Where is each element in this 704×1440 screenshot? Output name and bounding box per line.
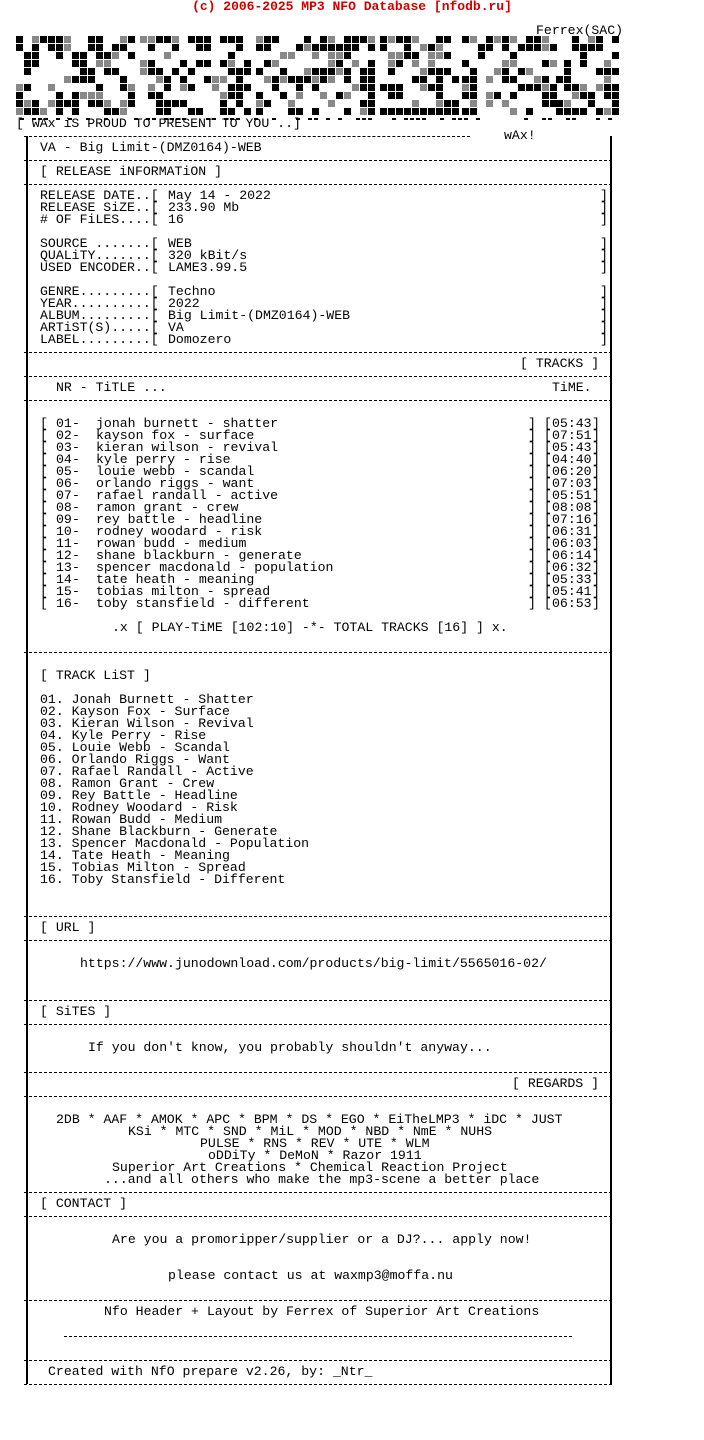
- tracklist-item: 13. Spencer Macdonald - Population: [40, 836, 310, 851]
- tracklist-item: 01. Jonah Burnett - Shatter: [40, 692, 254, 707]
- dash: -: [72, 440, 80, 455]
- release-field-label: QUALiTY.......[: [40, 248, 159, 263]
- track-nr: 08: [56, 500, 72, 515]
- track-title: kayson fox - surface: [96, 428, 255, 443]
- track-nr: 16: [56, 596, 72, 611]
- track-time: 06:20: [552, 464, 592, 479]
- track-title: kieran wilson - revival: [96, 440, 279, 455]
- track-nr: 05: [56, 464, 72, 479]
- track-title: ramon grant - crew: [96, 500, 239, 515]
- bracket: ]: [600, 188, 608, 203]
- release-field-value: Techno: [168, 284, 216, 299]
- border-line: [24, 1192, 612, 1193]
- bracket: ]: [592, 500, 600, 515]
- release-field-label: RELEASE DATE..[: [40, 188, 159, 203]
- bracket: [: [40, 452, 48, 467]
- track-nr: 15: [56, 584, 72, 599]
- release-field-value: 2022: [168, 296, 200, 311]
- tracklist-item: 15. Tobias Milton - Spread: [40, 860, 246, 875]
- bracket: ]: [600, 200, 608, 215]
- track-time: 05:51: [552, 488, 592, 503]
- border-line: [24, 1096, 612, 1097]
- bracket: [: [40, 476, 48, 491]
- bracket: ]: [592, 512, 600, 527]
- bracket: [: [40, 524, 48, 539]
- bracket: ]: [600, 332, 608, 347]
- bracket: ]: [592, 464, 600, 479]
- dash: -: [72, 584, 80, 599]
- logo-pixel-art: [16, 36, 619, 120]
- bracket: ] [: [528, 536, 552, 551]
- release-field-value: WEB: [168, 236, 192, 251]
- dash: -: [72, 488, 80, 503]
- dash: -: [72, 452, 80, 467]
- track-nr: 04: [56, 452, 72, 467]
- bracket: ] [: [528, 512, 552, 527]
- tracklist-item: 04. Kyle Perry - Rise: [40, 728, 207, 743]
- border-line: [24, 652, 612, 653]
- tracklist-item: 06. Orlando Riggs - Want: [40, 752, 230, 767]
- release-field-label: GENRE.........[: [40, 284, 159, 299]
- border-vertical: [610, 136, 612, 1384]
- release-field-label: ARTiST(S).....[: [40, 320, 159, 335]
- bracket: ] [: [528, 584, 552, 599]
- dash: -: [72, 536, 80, 551]
- tracklist-item: 14. Tate Heath - Meaning: [40, 848, 230, 863]
- bracket: ]: [600, 296, 608, 311]
- track-title: louie webb - scandal: [96, 464, 255, 479]
- track-title: orlando riggs - want: [96, 476, 255, 491]
- section-contact: [ CONTACT ]: [40, 1196, 128, 1211]
- border-line: [24, 376, 612, 377]
- track-time: 06:31: [552, 524, 592, 539]
- track-time: 07:51: [552, 428, 592, 443]
- regards-line: ...and all others who make the mp3-scene a better place: [104, 1172, 540, 1187]
- bracket: ]: [600, 284, 608, 299]
- release-field-label: ALBUM.........[: [40, 308, 159, 323]
- track-title: rafael randall - active: [96, 488, 279, 503]
- track-time: 07:03: [552, 476, 592, 491]
- border-line: [24, 1072, 612, 1073]
- border-line: [24, 184, 612, 185]
- border-line: [24, 400, 612, 401]
- bracket: ]: [592, 476, 600, 491]
- present-line: [ wAx iS PROUD TO PRESENT TO YOU ..]: [16, 116, 301, 131]
- bracket: [: [40, 500, 48, 515]
- track-nr: 10: [56, 524, 72, 539]
- bracket: [: [40, 560, 48, 575]
- bracket: ]: [592, 572, 600, 587]
- bracket: ] [: [528, 572, 552, 587]
- logo-artist-signature: Ferrex(SAC): [536, 23, 624, 38]
- bracket: ] [: [528, 596, 552, 611]
- border-line: [24, 1360, 612, 1361]
- tracklist-item: 02. Kayson Fox - Surface: [40, 704, 230, 719]
- bracket: [: [40, 428, 48, 443]
- bracket: ]: [592, 584, 600, 599]
- col-nr-title: NR - TiTLE ...: [56, 380, 167, 395]
- regards-line: PULSE * RNS * REV * UTE * WLM: [200, 1136, 430, 1151]
- track-title: tobias milton - spread: [96, 584, 271, 599]
- bracket: [: [40, 548, 48, 563]
- dash: -: [72, 416, 80, 431]
- release-field-label: USED ENCODER..[: [40, 260, 159, 275]
- bracket: ]: [592, 548, 600, 563]
- track-nr: 07: [56, 488, 72, 503]
- track-time: 05:33: [552, 572, 592, 587]
- bracket: [: [40, 488, 48, 503]
- bracket: ]: [592, 452, 600, 467]
- release-field-value: Big Limit-(DMZ0164)-WEB: [168, 308, 351, 323]
- bracket: [: [40, 572, 48, 587]
- tracklist-item: 09. Rey Battle - Headline: [40, 788, 238, 803]
- bracket: [: [40, 536, 48, 551]
- dash: -: [72, 512, 80, 527]
- bracket: ] [: [528, 476, 552, 491]
- bracket: ]: [592, 416, 600, 431]
- footer-created: Created with NfO prepare v2.26, by: _Ntr_: [48, 1364, 373, 1379]
- dash: -: [72, 476, 80, 491]
- dash: -: [72, 560, 80, 575]
- border-line: [64, 1336, 572, 1337]
- bracket: ]: [600, 260, 608, 275]
- track-title: rey battle - headline: [96, 512, 263, 527]
- tracklist-item: 10. Rodney Woodard - Risk: [40, 800, 238, 815]
- bracket: ] [: [528, 500, 552, 515]
- bracket: ] [: [528, 560, 552, 575]
- release-field-label: YEAR..........[: [40, 296, 159, 311]
- release-title: VA - Big Limit-(DMZ0164)-WEB: [40, 140, 262, 155]
- bracket: ]: [592, 536, 600, 551]
- bracket: ] [: [528, 548, 552, 563]
- bracket: ]: [592, 428, 600, 443]
- release-field-label: # OF FiLES....[: [40, 212, 159, 227]
- track-title: spencer macdonald - population: [96, 560, 334, 575]
- bracket: ]: [592, 596, 600, 611]
- track-time: 04:40: [552, 452, 592, 467]
- track-title: shane blackburn - generate: [96, 548, 302, 563]
- bracket: ] [: [528, 452, 552, 467]
- track-time: 06:14: [552, 548, 592, 563]
- tracklist-item: 07. Rafael Randall - Active: [40, 764, 254, 779]
- track-time: 07:16: [552, 512, 592, 527]
- section-url: [ URL ]: [40, 920, 96, 935]
- track-time: 06:32: [552, 560, 592, 575]
- section-regards: [ REGARDS ]: [512, 1076, 600, 1091]
- track-title: kyle perry - rise: [96, 452, 231, 467]
- border-line: [24, 1024, 612, 1025]
- track-time: 05:43: [552, 416, 592, 431]
- track-nr: 09: [56, 512, 72, 527]
- bracket: ]: [592, 524, 600, 539]
- section-tracks: [ TRACKS ]: [520, 356, 600, 371]
- border-line: [24, 352, 612, 353]
- tracks-summary: .x [ PLAY-TiME [102:10] -*- TOTAL TRACKS [16] ] x.: [112, 620, 508, 635]
- border-line: [24, 1300, 612, 1301]
- bracket: ]: [592, 440, 600, 455]
- dash: -: [72, 464, 80, 479]
- section-sites: [ SiTES ]: [40, 1004, 112, 1019]
- dash: -: [72, 596, 80, 611]
- track-nr: 03: [56, 440, 72, 455]
- track-nr: 11: [56, 536, 72, 551]
- bracket: ] [: [528, 464, 552, 479]
- bracket: [: [40, 440, 48, 455]
- contact-line-1: Are you a promoripper/supplier or a DJ?... apply now!: [112, 1232, 532, 1247]
- track-time: 08:08: [552, 500, 592, 515]
- bracket: [: [40, 584, 48, 599]
- tracklist-item: 05. Louie Webb - Scandal: [40, 740, 230, 755]
- release-field-value: VA: [168, 320, 184, 335]
- col-time: TiME.: [552, 380, 592, 395]
- bracket: ]: [600, 248, 608, 263]
- track-nr: 02: [56, 428, 72, 443]
- bracket: ]: [600, 308, 608, 323]
- bracket: ]: [600, 212, 608, 227]
- track-time: 05:43: [552, 440, 592, 455]
- track-nr: 12: [56, 548, 72, 563]
- release-field-value: 320 kBit/s: [168, 248, 248, 263]
- bracket: ]: [592, 488, 600, 503]
- bracket: [: [40, 596, 48, 611]
- section-release-info: [ RELEASE iNFORMATiON ]: [40, 164, 223, 179]
- tracklist-item: 03. Kieran Wilson - Revival: [40, 716, 254, 731]
- release-field-label: SOURCE .......[: [40, 236, 159, 251]
- sites-text: If you don't know, you probably shouldn't anyway...: [88, 1040, 492, 1055]
- dash: -: [72, 428, 80, 443]
- bracket: ] [: [528, 440, 552, 455]
- release-field-value: May 14 - 2022: [168, 188, 271, 203]
- border-line: [24, 1384, 612, 1385]
- border-line: [24, 136, 470, 137]
- track-title: tate heath - meaning: [96, 572, 255, 587]
- track-nr: 06: [56, 476, 72, 491]
- tracklist-item: 11. Rowan Budd - Medium: [40, 812, 223, 827]
- bracket: [: [40, 416, 48, 431]
- regards-line: oDDiTy * DeMoN * Razor 1911: [208, 1148, 422, 1163]
- track-time: 05:41: [552, 584, 592, 599]
- release-field-label: LABEL.........[: [40, 332, 159, 347]
- track-time: 06:53: [552, 596, 592, 611]
- bracket: ] [: [528, 416, 552, 431]
- track-title: rowan budd - medium: [96, 536, 247, 551]
- track-title: jonah burnett - shatter: [96, 416, 279, 431]
- regards-line: 2DB * AAF * AMOK * APC * BPM * DS * EGO * EiTheLMP3 * iDC * JUST: [56, 1112, 563, 1127]
- border-line: [24, 1216, 612, 1217]
- border-line: [24, 160, 612, 161]
- regards-line: Superior Art Creations * Chemical Reaction Project: [112, 1160, 508, 1175]
- tracklist-item: 08. Ramon Grant - Crew: [40, 776, 215, 791]
- release-field-value: 16: [168, 212, 184, 227]
- border-line: [24, 916, 612, 917]
- border-line: [24, 1000, 612, 1001]
- track-nr: 01: [56, 416, 72, 431]
- track-title: rodney woodard - risk: [96, 524, 263, 539]
- bracket: ]: [600, 236, 608, 251]
- tracklist-item: 12. Shane Blackburn - Generate: [40, 824, 278, 839]
- section-track-list: [ TRACK LiST ]: [40, 668, 151, 683]
- release-field-value: Domozero: [168, 332, 232, 347]
- bracket: ] [: [528, 428, 552, 443]
- contact-line-2: please contact us at waxmp3@moffa.nu: [168, 1268, 453, 1283]
- track-title: toby stansfield - different: [96, 596, 310, 611]
- track-nr: 13: [56, 560, 72, 575]
- release-url-link[interactable]: https://www.junodownload.com/products/big-limit/5565016-02/: [80, 956, 547, 971]
- border-vertical: [26, 136, 28, 1384]
- regards-line: KSi * MTC * SND * MiL * MOD * NBD * NmE * NUHS: [128, 1124, 493, 1139]
- track-nr: 14: [56, 572, 72, 587]
- bracket: ] [: [528, 488, 552, 503]
- dash: -: [72, 500, 80, 515]
- bracket: [: [40, 512, 48, 527]
- dash: -: [72, 524, 80, 539]
- bracket: [: [40, 464, 48, 479]
- bracket: ]: [600, 320, 608, 335]
- copyright-banner[interactable]: (c) 2006-2025 MP3 NFO Database [nfodb.ru]: [192, 0, 512, 14]
- release-field-value: 233.90 Mb: [168, 200, 240, 215]
- footer-credit: Nfo Header + Layout by Ferrex of Superior Art Creations: [104, 1304, 540, 1319]
- track-time: 06:03: [552, 536, 592, 551]
- release-field-value: LAME3.99.5: [168, 260, 248, 275]
- tracklist-item: 16. Toby Stansfield - Different: [40, 872, 286, 887]
- dash: -: [72, 572, 80, 587]
- logo-tag: wAx!: [504, 128, 536, 143]
- border-line: [24, 940, 612, 941]
- dash: -: [72, 548, 80, 563]
- bracket: ]: [592, 560, 600, 575]
- release-field-label: RELEASE SiZE..[: [40, 200, 159, 215]
- bracket: ] [: [528, 524, 552, 539]
